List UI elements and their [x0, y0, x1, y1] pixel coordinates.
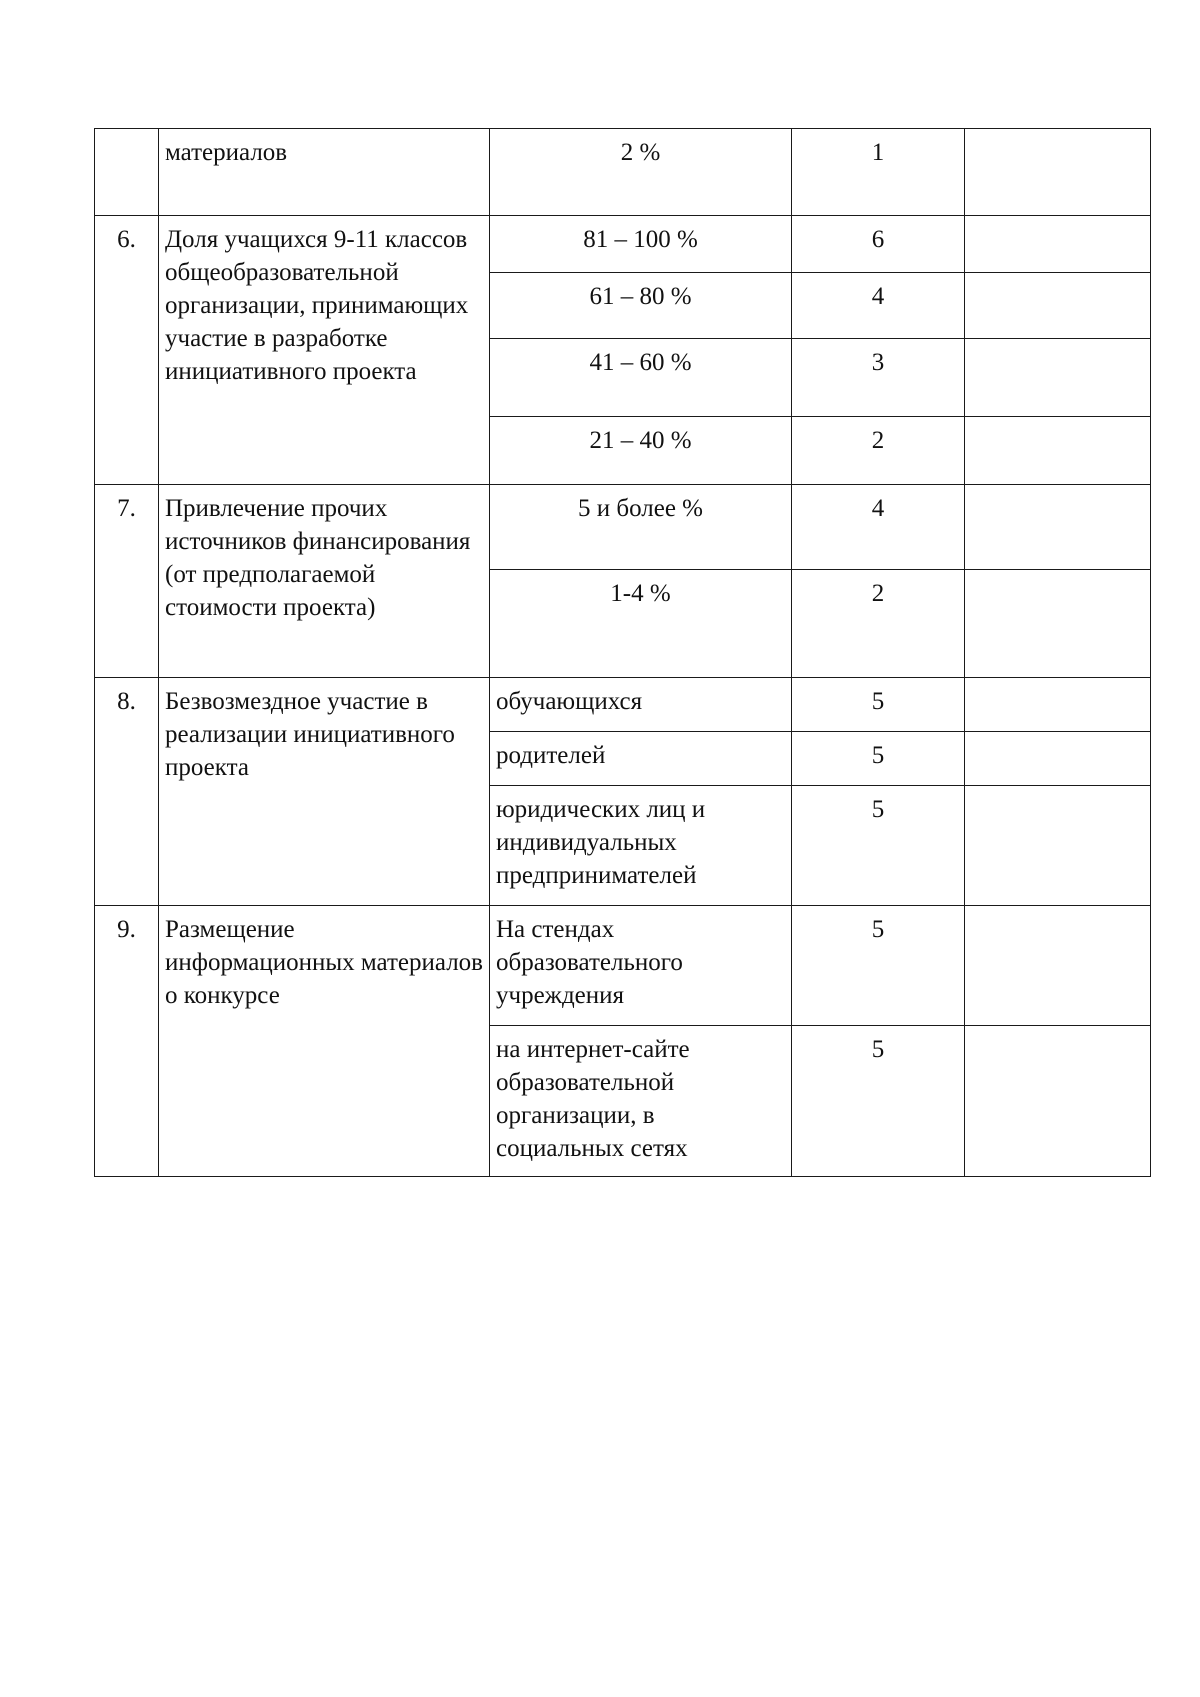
- table-row-7: [95, 485, 1151, 570]
- range-value: обучающихся: [496, 688, 643, 715]
- table-row-continuation: [95, 129, 1151, 216]
- criterion-name-cell: [159, 129, 490, 216]
- score-cell: [965, 339, 1151, 417]
- range-value: 1-4 %: [610, 580, 671, 607]
- criterion-name: материалов: [165, 139, 288, 166]
- points-cell: [792, 732, 965, 786]
- points-value: 3: [871, 349, 885, 376]
- range-cell: [490, 339, 792, 417]
- points-value: 5: [871, 916, 885, 943]
- score-cell: [965, 732, 1151, 786]
- range-value: 61 – 80 %: [589, 283, 692, 310]
- points-cell: [792, 417, 965, 485]
- row-number: 6.: [117, 226, 136, 253]
- score-cell: [965, 129, 1151, 216]
- range-cell: [490, 570, 792, 678]
- table-row-8: [95, 678, 1151, 732]
- points-value: 5: [871, 1036, 885, 1063]
- range-cell: [490, 906, 792, 1026]
- range-cell: [490, 129, 792, 216]
- range-cell: [490, 732, 792, 786]
- criterion-name-cell: [159, 485, 490, 678]
- range-cell: [490, 485, 792, 570]
- points-cell: [792, 273, 965, 339]
- range-value: На стендах образовательного учреждения: [496, 916, 683, 1009]
- row-number-cell: [95, 129, 159, 216]
- criterion-name: Безвозмездное участие в реализации инициативного проекта: [165, 688, 455, 781]
- row-number-cell: [95, 485, 159, 678]
- points-value: 5: [871, 688, 885, 715]
- points-cell: [792, 678, 965, 732]
- row-number-cell: [95, 216, 159, 485]
- range-value: 21 – 40 %: [589, 427, 692, 454]
- range-cell: [490, 216, 792, 273]
- points-value: 6: [871, 226, 885, 253]
- points-cell: [792, 570, 965, 678]
- row-number-cell: [95, 906, 159, 1177]
- points-value: 4: [871, 495, 885, 522]
- table-row-9: [95, 906, 1151, 1026]
- points-cell: [792, 1026, 965, 1177]
- criterion-name: Привлечение прочих источников финансирования (от предполагаемой стоимости проекта): [165, 495, 471, 621]
- points-cell: [792, 786, 965, 906]
- points-value: 2: [871, 427, 885, 454]
- score-cell: [965, 485, 1151, 570]
- range-cell: [490, 678, 792, 732]
- score-cell: [965, 417, 1151, 485]
- range-cell: [490, 273, 792, 339]
- score-cell: [965, 570, 1151, 678]
- range-value: 41 – 60 %: [589, 349, 692, 376]
- points-cell: [792, 129, 965, 216]
- score-cell: [965, 216, 1151, 273]
- row-number: 8.: [117, 688, 136, 715]
- criterion-name: Размещение информационных материалов о конкурсе: [165, 916, 483, 1009]
- score-cell: [965, 273, 1151, 339]
- row-number: 7.: [117, 495, 136, 522]
- range-value: на интернет-сайте образовательной организации, в социальных сетях: [496, 1036, 690, 1162]
- criteria-table: [94, 128, 1151, 1177]
- score-cell: [965, 1026, 1151, 1177]
- points-cell: [792, 216, 965, 273]
- criterion-name: Доля учащихся 9-11 классов общеобразовательной организации, принимающих участие в разработке инициативного проекта: [165, 226, 469, 385]
- points-value: 4: [871, 283, 885, 310]
- score-cell: [965, 678, 1151, 732]
- points-cell: [792, 485, 965, 570]
- points-cell: [792, 906, 965, 1026]
- points-value: 1: [871, 139, 885, 166]
- range-value: родителей: [496, 742, 606, 769]
- score-cell: [965, 786, 1151, 906]
- row-number: 9.: [117, 916, 136, 943]
- score-cell: [965, 906, 1151, 1026]
- criterion-name-cell: [159, 216, 490, 485]
- range-cell: [490, 786, 792, 906]
- points-value: 5: [871, 796, 885, 823]
- table-row-6: [95, 216, 1151, 273]
- range-cell: [490, 417, 792, 485]
- criterion-name-cell: [159, 678, 490, 906]
- range-value: 81 – 100 %: [583, 226, 698, 253]
- points-cell: [792, 339, 965, 417]
- range-cell: [490, 1026, 792, 1177]
- range-value: 2 %: [620, 139, 661, 166]
- criterion-name-cell: [159, 906, 490, 1177]
- points-value: 2: [871, 580, 885, 607]
- row-number-cell: [95, 678, 159, 906]
- points-value: 5: [871, 742, 885, 769]
- range-value: 5 и более %: [577, 495, 703, 522]
- range-value: юридических лиц и индивидуальных предпринимателей: [496, 796, 706, 889]
